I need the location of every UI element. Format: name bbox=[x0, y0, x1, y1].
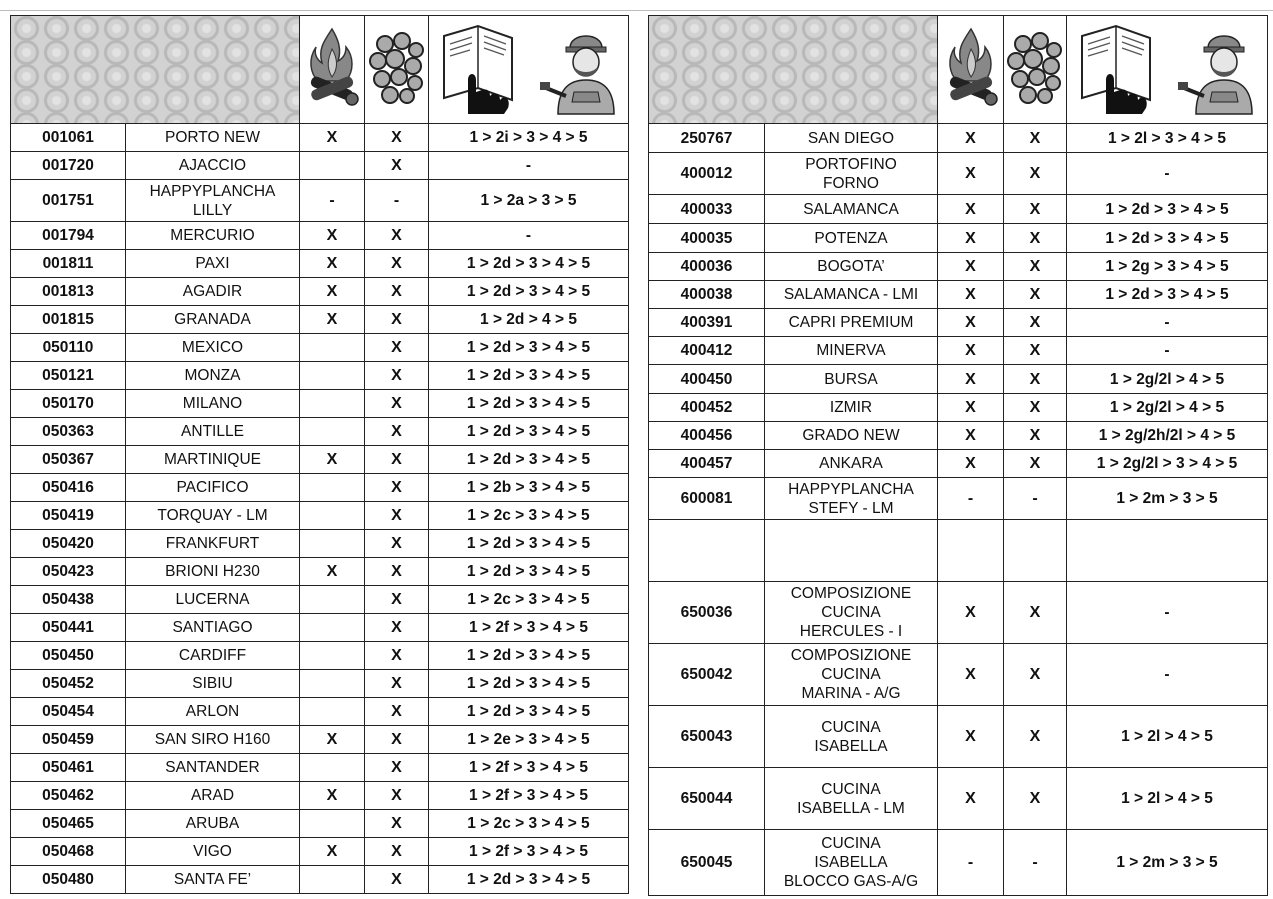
stone-mark: X bbox=[365, 726, 429, 754]
stone-mark: - bbox=[365, 180, 429, 222]
product-code: 050121 bbox=[11, 362, 126, 390]
table-row bbox=[649, 520, 1268, 582]
product-code: 050454 bbox=[11, 698, 126, 726]
fire-mark bbox=[300, 418, 365, 446]
table-row bbox=[649, 309, 1268, 337]
stone-mark: X bbox=[1004, 365, 1067, 394]
stone-mark: X bbox=[1004, 768, 1067, 830]
procedure: 1 > 2d > 3 > 4 > 5 bbox=[429, 866, 629, 894]
stone-mark: X bbox=[1004, 422, 1067, 450]
table-row bbox=[11, 474, 629, 502]
product-code: 400456 bbox=[649, 422, 765, 450]
fire-mark: X bbox=[938, 195, 1004, 224]
product-code bbox=[649, 520, 765, 582]
procedure: 1 > 2c > 3 > 4 > 5 bbox=[429, 586, 629, 614]
procedure: 1 > 2d > 3 > 4 > 5 bbox=[429, 362, 629, 390]
fire-mark: X bbox=[938, 422, 1004, 450]
product-code: 650042 bbox=[649, 644, 765, 706]
product-code: 050465 bbox=[11, 810, 126, 838]
stone-mark: X bbox=[365, 838, 429, 866]
procedure: 1 > 2b > 3 > 4 > 5 bbox=[429, 474, 629, 502]
fire-mark: - bbox=[300, 180, 365, 222]
table-row bbox=[649, 153, 1268, 195]
product-name: MILANO bbox=[126, 390, 300, 418]
table-row bbox=[649, 224, 1268, 253]
product-code: 001751 bbox=[11, 180, 126, 222]
product-name: FRANKFURT bbox=[126, 530, 300, 558]
product-name: ANKARA bbox=[765, 450, 938, 478]
product-code: 400036 bbox=[649, 253, 765, 281]
stone-mark: - bbox=[1004, 478, 1067, 520]
product-name: LUCERNA bbox=[126, 586, 300, 614]
product-name: PAXI bbox=[126, 250, 300, 278]
product-name: ARAD bbox=[126, 782, 300, 810]
product-code: 050452 bbox=[11, 670, 126, 698]
left-product-table bbox=[10, 15, 629, 894]
fire-mark: X bbox=[938, 309, 1004, 337]
fire-mark bbox=[300, 390, 365, 418]
product-code: 050419 bbox=[11, 502, 126, 530]
procedure: 1 > 2e > 3 > 4 > 5 bbox=[429, 726, 629, 754]
fire-mark bbox=[938, 520, 1004, 582]
fire-mark: X bbox=[938, 365, 1004, 394]
fire-mark: X bbox=[300, 222, 365, 250]
fire-mark: X bbox=[938, 153, 1004, 195]
procedure: - bbox=[1067, 337, 1268, 365]
procedure: 1 > 2f > 3 > 4 > 5 bbox=[429, 838, 629, 866]
fire-mark bbox=[300, 614, 365, 642]
product-name: COMPOSIZIONE CUCINA HERCULES - I bbox=[765, 582, 938, 644]
stone-mark: X bbox=[365, 614, 429, 642]
procedure: 1 > 2f > 3 > 4 > 5 bbox=[429, 782, 629, 810]
table-row bbox=[649, 253, 1268, 281]
procedure: 1 > 2d > 3 > 4 > 5 bbox=[429, 418, 629, 446]
fire-logs-icon bbox=[304, 25, 360, 115]
product-name: CUCINA ISABELLA - LM bbox=[765, 768, 938, 830]
table-row bbox=[11, 614, 629, 642]
stone-mark: X bbox=[1004, 706, 1067, 768]
stone-mark: X bbox=[365, 866, 429, 894]
table-row bbox=[649, 582, 1268, 644]
stone-mark: X bbox=[365, 698, 429, 726]
product-name: CUCINA ISABELLA BLOCCO GAS-A/G bbox=[765, 830, 938, 896]
table-row bbox=[649, 195, 1268, 224]
fire-mark: X bbox=[938, 337, 1004, 365]
stone-mark: X bbox=[365, 278, 429, 306]
product-name: PORTO NEW bbox=[126, 124, 300, 152]
technician-icon bbox=[1178, 36, 1252, 114]
fire-mark bbox=[300, 530, 365, 558]
stone-mark: X bbox=[365, 502, 429, 530]
procedure: 1 > 2l > 4 > 5 bbox=[1067, 768, 1268, 830]
table-row bbox=[11, 362, 629, 390]
stones-header-cell bbox=[365, 16, 429, 124]
product-code: 001813 bbox=[11, 278, 126, 306]
product-name: AGADIR bbox=[126, 278, 300, 306]
product-name: SALAMANCA - LMI bbox=[765, 281, 938, 309]
product-code: 400038 bbox=[649, 281, 765, 309]
stone-mark: X bbox=[365, 334, 429, 362]
fire-mark: X bbox=[300, 838, 365, 866]
procedure: 1 > 2d > 3 > 4 > 5 bbox=[1067, 281, 1268, 309]
stone-mark: X bbox=[1004, 337, 1067, 365]
top-rule bbox=[0, 10, 1273, 11]
manual-technician-header-cell bbox=[1067, 16, 1268, 124]
fire-mark bbox=[300, 586, 365, 614]
product-name: GRANADA bbox=[126, 306, 300, 334]
fire-mark: X bbox=[938, 768, 1004, 830]
table-row bbox=[11, 418, 629, 446]
left-table-body bbox=[11, 124, 629, 894]
fire-mark: X bbox=[938, 124, 1004, 153]
stone-mark: X bbox=[365, 558, 429, 586]
product-code: 400452 bbox=[649, 394, 765, 422]
stone-mark: X bbox=[1004, 224, 1067, 253]
procedure: 1 > 2g > 3 > 4 > 5 bbox=[1067, 253, 1268, 281]
product-name: BURSA bbox=[765, 365, 938, 394]
fire-mark: X bbox=[938, 394, 1004, 422]
table-row bbox=[11, 390, 629, 418]
product-name: COMPOSIZIONE CUCINA MARINA - A/G bbox=[765, 644, 938, 706]
fire-mark bbox=[300, 474, 365, 502]
fire-mark: X bbox=[938, 450, 1004, 478]
stone-mark: X bbox=[365, 152, 429, 180]
procedure: - bbox=[1067, 153, 1268, 195]
procedure: - bbox=[429, 152, 629, 180]
stone-mark: X bbox=[365, 754, 429, 782]
stone-mark: X bbox=[365, 782, 429, 810]
product-name: PORTOFINO FORNO bbox=[765, 153, 938, 195]
product-name bbox=[765, 520, 938, 582]
product-name: SALAMANCA bbox=[765, 195, 938, 224]
stone-mark: X bbox=[1004, 450, 1067, 478]
stone-mark: X bbox=[365, 362, 429, 390]
product-code: 400457 bbox=[649, 450, 765, 478]
fire-mark bbox=[300, 810, 365, 838]
product-code: 001061 bbox=[11, 124, 126, 152]
product-code: 400391 bbox=[649, 309, 765, 337]
table-row bbox=[11, 530, 629, 558]
product-name: POTENZA bbox=[765, 224, 938, 253]
stone-mark: X bbox=[1004, 124, 1067, 153]
procedure bbox=[1067, 520, 1268, 582]
product-code: 001794 bbox=[11, 222, 126, 250]
stone-mark: X bbox=[365, 530, 429, 558]
fire-mark: X bbox=[938, 644, 1004, 706]
fire-mark bbox=[300, 670, 365, 698]
table-row bbox=[11, 152, 629, 180]
fire-header-cell bbox=[300, 16, 365, 124]
product-name: BRIONI H230 bbox=[126, 558, 300, 586]
procedure: 1 > 2m > 3 > 5 bbox=[1067, 830, 1268, 896]
procedure: 1 > 2d > 3 > 4 > 5 bbox=[429, 558, 629, 586]
procedure: - bbox=[1067, 644, 1268, 706]
table-row bbox=[11, 278, 629, 306]
header-row bbox=[649, 16, 1268, 124]
product-code: 250767 bbox=[649, 124, 765, 153]
table-row bbox=[11, 180, 629, 222]
stone-mark: X bbox=[365, 474, 429, 502]
product-name: CAPRI PREMIUM bbox=[765, 309, 938, 337]
fire-header-cell bbox=[938, 16, 1004, 124]
table-row bbox=[649, 450, 1268, 478]
stone-mark: X bbox=[365, 586, 429, 614]
product-code: 650045 bbox=[649, 830, 765, 896]
table-row bbox=[649, 644, 1268, 706]
table-row bbox=[11, 124, 629, 152]
table-row bbox=[11, 306, 629, 334]
fire-mark bbox=[300, 642, 365, 670]
product-name: CUCINA ISABELLA bbox=[765, 706, 938, 768]
stone-mark: X bbox=[1004, 582, 1067, 644]
table-row bbox=[649, 281, 1268, 309]
stone-mark: X bbox=[365, 670, 429, 698]
procedure: 1 > 2l > 3 > 4 > 5 bbox=[1067, 124, 1268, 153]
product-code: 050423 bbox=[11, 558, 126, 586]
table-row bbox=[11, 838, 629, 866]
stone-mark: X bbox=[365, 390, 429, 418]
stones-header-cell bbox=[1004, 16, 1067, 124]
fire-mark bbox=[300, 502, 365, 530]
fire-mark bbox=[300, 754, 365, 782]
product-name: SIBIU bbox=[126, 670, 300, 698]
table-row bbox=[649, 830, 1268, 896]
procedure: 1 > 2g/2l > 4 > 5 bbox=[1067, 365, 1268, 394]
product-name: SAN SIRO H160 bbox=[126, 726, 300, 754]
stone-mark: X bbox=[365, 642, 429, 670]
product-code: 400412 bbox=[649, 337, 765, 365]
table-row bbox=[11, 558, 629, 586]
stone-mark: X bbox=[1004, 309, 1067, 337]
fire-mark: X bbox=[300, 726, 365, 754]
product-code: 400033 bbox=[649, 195, 765, 224]
fire-mark bbox=[300, 152, 365, 180]
procedure: 1 > 2a > 3 > 5 bbox=[429, 180, 629, 222]
fire-mark: X bbox=[938, 253, 1004, 281]
product-code: 650036 bbox=[649, 582, 765, 644]
procedure: - bbox=[429, 222, 629, 250]
procedure: - bbox=[1067, 309, 1268, 337]
procedure: 1 > 2d > 3 > 4 > 5 bbox=[429, 642, 629, 670]
table-row bbox=[11, 670, 629, 698]
fire-mark: X bbox=[300, 124, 365, 152]
stone-mark: X bbox=[1004, 281, 1067, 309]
manual-technician-header-cell bbox=[429, 16, 629, 124]
stone-mark: X bbox=[365, 418, 429, 446]
product-code: 050462 bbox=[11, 782, 126, 810]
product-code: 050367 bbox=[11, 446, 126, 474]
procedure: 1 > 2d > 3 > 4 > 5 bbox=[429, 670, 629, 698]
table-row bbox=[649, 337, 1268, 365]
procedure: 1 > 2d > 3 > 4 > 5 bbox=[429, 278, 629, 306]
procedure: 1 > 2d > 3 > 4 > 5 bbox=[429, 390, 629, 418]
procedure: 1 > 2d > 4 > 5 bbox=[429, 306, 629, 334]
fire-mark: - bbox=[938, 830, 1004, 896]
procedure: 1 > 2f > 3 > 4 > 5 bbox=[429, 754, 629, 782]
table-row bbox=[649, 478, 1268, 520]
product-code: 001811 bbox=[11, 250, 126, 278]
fire-mark: X bbox=[938, 281, 1004, 309]
fire-mark: X bbox=[938, 224, 1004, 253]
fire-mark bbox=[300, 362, 365, 390]
product-name: MEXICO bbox=[126, 334, 300, 362]
procedure: 1 > 2c > 3 > 4 > 5 bbox=[429, 810, 629, 838]
table-row bbox=[11, 334, 629, 362]
product-name: ANTILLE bbox=[126, 418, 300, 446]
stone-mark: X bbox=[1004, 394, 1067, 422]
procedure: 1 > 2g/2l > 3 > 4 > 5 bbox=[1067, 450, 1268, 478]
table-row bbox=[11, 502, 629, 530]
procedure: 1 > 2d > 3 > 4 > 5 bbox=[429, 530, 629, 558]
logo-pattern-cell bbox=[649, 16, 938, 124]
product-name: HAPPYPLANCHA STEFY - LM bbox=[765, 478, 938, 520]
product-code: 050438 bbox=[11, 586, 126, 614]
product-code: 050468 bbox=[11, 838, 126, 866]
product-code: 050450 bbox=[11, 642, 126, 670]
product-code: 400450 bbox=[649, 365, 765, 394]
fire-mark: X bbox=[300, 446, 365, 474]
product-code: 050459 bbox=[11, 726, 126, 754]
stones-icon bbox=[368, 30, 426, 110]
product-name: AJACCIO bbox=[126, 152, 300, 180]
stone-mark bbox=[1004, 520, 1067, 582]
logo-pattern-cell bbox=[11, 16, 300, 124]
product-name: SAN DIEGO bbox=[765, 124, 938, 153]
fire-logs-icon bbox=[943, 25, 999, 115]
table-row bbox=[11, 446, 629, 474]
product-code: 600081 bbox=[649, 478, 765, 520]
stone-mark: X bbox=[365, 810, 429, 838]
table-row bbox=[11, 222, 629, 250]
product-code: 001815 bbox=[11, 306, 126, 334]
procedure: 1 > 2f > 3 > 4 > 5 bbox=[429, 614, 629, 642]
stone-mark: - bbox=[1004, 830, 1067, 896]
stone-mark: X bbox=[365, 306, 429, 334]
stone-mark: X bbox=[1004, 153, 1067, 195]
right-product-table bbox=[648, 15, 1268, 896]
fire-mark: X bbox=[300, 558, 365, 586]
stone-mark: X bbox=[365, 124, 429, 152]
fire-mark bbox=[300, 866, 365, 894]
fire-mark: - bbox=[938, 478, 1004, 520]
product-name: MINERVA bbox=[765, 337, 938, 365]
product-name: ARLON bbox=[126, 698, 300, 726]
stone-mark: X bbox=[365, 222, 429, 250]
procedure: 1 > 2g/2h/2l > 4 > 5 bbox=[1067, 422, 1268, 450]
product-code: 050441 bbox=[11, 614, 126, 642]
table-row bbox=[11, 586, 629, 614]
fire-mark: X bbox=[938, 582, 1004, 644]
procedure: 1 > 2d > 3 > 4 > 5 bbox=[429, 250, 629, 278]
product-name: SANTANDER bbox=[126, 754, 300, 782]
procedure: 1 > 2c > 3 > 4 > 5 bbox=[429, 502, 629, 530]
procedure: 1 > 2g/2l > 4 > 5 bbox=[1067, 394, 1268, 422]
product-code: 050461 bbox=[11, 754, 126, 782]
stone-mark: X bbox=[1004, 253, 1067, 281]
procedure: 1 > 2i > 3 > 4 > 5 bbox=[429, 124, 629, 152]
fire-mark: X bbox=[300, 782, 365, 810]
fire-mark bbox=[300, 698, 365, 726]
product-code: 050363 bbox=[11, 418, 126, 446]
fire-mark: X bbox=[300, 250, 365, 278]
product-code: 050416 bbox=[11, 474, 126, 502]
fire-mark bbox=[300, 334, 365, 362]
technician-icon bbox=[540, 36, 614, 114]
product-code: 050420 bbox=[11, 530, 126, 558]
table-row bbox=[649, 394, 1268, 422]
procedure: 1 > 2l > 4 > 5 bbox=[1067, 706, 1268, 768]
procedure: 1 > 2d > 3 > 4 > 5 bbox=[1067, 224, 1268, 253]
product-name: ARUBA bbox=[126, 810, 300, 838]
stone-mark: X bbox=[1004, 195, 1067, 224]
table-row bbox=[11, 810, 629, 838]
product-name: BOGOTA’ bbox=[765, 253, 938, 281]
table-row bbox=[11, 250, 629, 278]
fire-mark: X bbox=[938, 706, 1004, 768]
product-name: PACIFICO bbox=[126, 474, 300, 502]
table-row bbox=[11, 642, 629, 670]
table-row bbox=[649, 768, 1268, 830]
product-name: CARDIFF bbox=[126, 642, 300, 670]
procedure: 1 > 2d > 3 > 4 > 5 bbox=[429, 446, 629, 474]
table-row bbox=[649, 365, 1268, 394]
procedure: 1 > 2d > 3 > 4 > 5 bbox=[429, 334, 629, 362]
product-code: 050170 bbox=[11, 390, 126, 418]
manual-book-icon bbox=[1072, 22, 1262, 118]
table-row bbox=[649, 124, 1268, 153]
table-row bbox=[649, 706, 1268, 768]
table-row bbox=[11, 782, 629, 810]
product-name: SANTA FE’ bbox=[126, 866, 300, 894]
product-name: MONZA bbox=[126, 362, 300, 390]
table-row bbox=[11, 754, 629, 782]
product-name: SANTIAGO bbox=[126, 614, 300, 642]
product-code: 400012 bbox=[649, 153, 765, 195]
table-row bbox=[649, 422, 1268, 450]
stone-mark: X bbox=[365, 250, 429, 278]
header-row bbox=[11, 16, 629, 124]
right-table-body bbox=[649, 124, 1268, 896]
product-code: 400035 bbox=[649, 224, 765, 253]
procedure: - bbox=[1067, 582, 1268, 644]
product-name: VIGO bbox=[126, 838, 300, 866]
procedure: 1 > 2m > 3 > 5 bbox=[1067, 478, 1268, 520]
table-row bbox=[11, 866, 629, 894]
product-code: 050110 bbox=[11, 334, 126, 362]
product-name: HAPPYPLANCHA LILLY bbox=[126, 180, 300, 222]
fire-mark: X bbox=[300, 278, 365, 306]
procedure: 1 > 2d > 3 > 4 > 5 bbox=[1067, 195, 1268, 224]
product-code: 050480 bbox=[11, 866, 126, 894]
table-row bbox=[11, 698, 629, 726]
stone-mark: X bbox=[1004, 644, 1067, 706]
product-name: MERCURIO bbox=[126, 222, 300, 250]
stone-mark: X bbox=[365, 446, 429, 474]
table-row bbox=[11, 726, 629, 754]
product-name: IZMIR bbox=[765, 394, 938, 422]
product-code: 650044 bbox=[649, 768, 765, 830]
stones-icon bbox=[1006, 30, 1064, 110]
product-name: MARTINIQUE bbox=[126, 446, 300, 474]
procedure: 1 > 2d > 3 > 4 > 5 bbox=[429, 698, 629, 726]
product-name: TORQUAY - LM bbox=[126, 502, 300, 530]
fire-mark: X bbox=[300, 306, 365, 334]
manual-book-icon bbox=[434, 22, 624, 118]
product-name: GRADO NEW bbox=[765, 422, 938, 450]
product-code: 001720 bbox=[11, 152, 126, 180]
product-code: 650043 bbox=[649, 706, 765, 768]
